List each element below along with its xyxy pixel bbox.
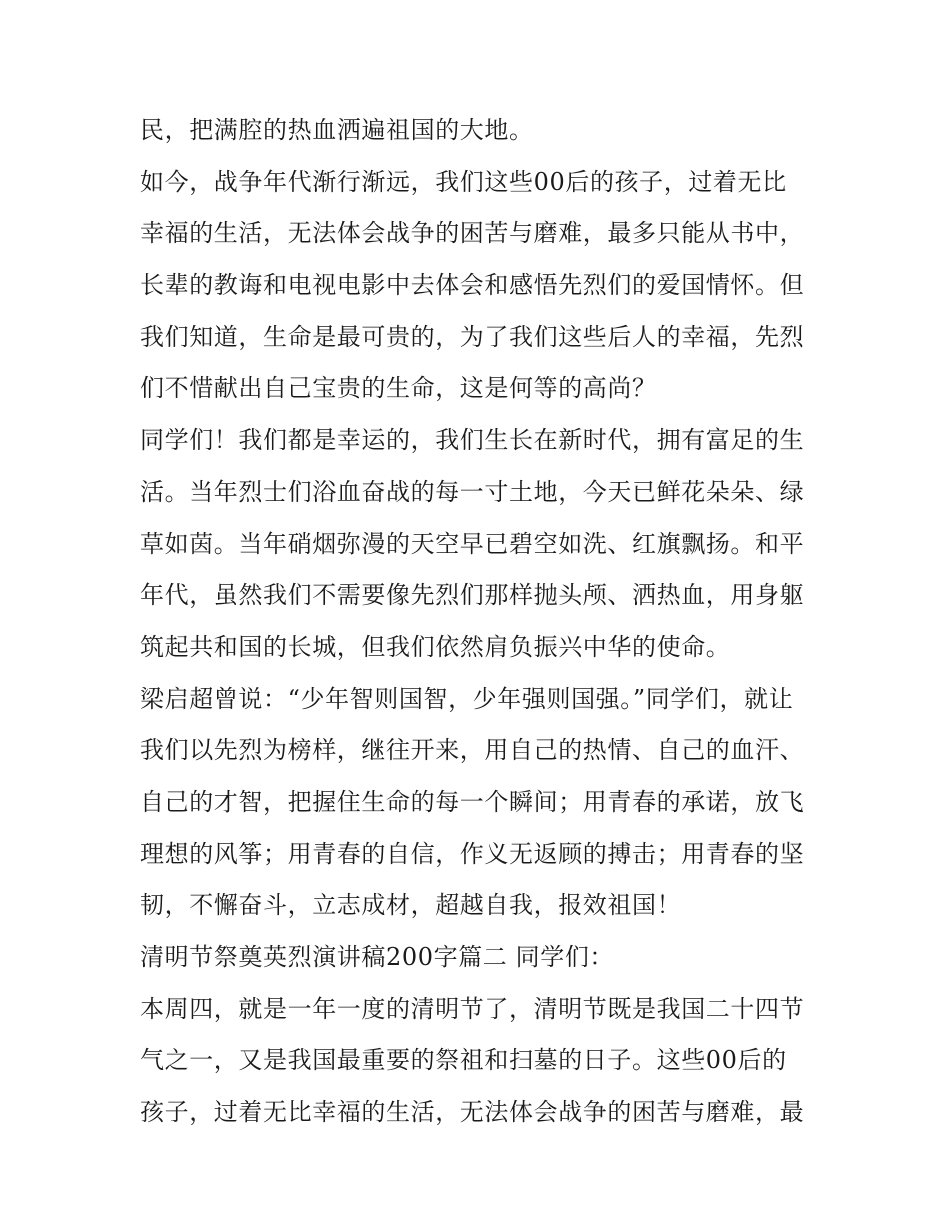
document-body — [140, 105, 820, 1139]
text-line: 年代，虽然我们不需要像先烈们那样抛头颅、洒热血，用身躯 — [140, 581, 805, 610]
text-line: 本周四，就是一年一度的清明节了，清明节既是我国二十四节 — [140, 994, 805, 1023]
text-line: 幸福的生活，无法体会战争的困苦与磨难，最多只能从书中， — [140, 219, 805, 248]
text-line: 们不惜献出自己宝贵的生命，这是何等的高尚？ — [140, 374, 657, 403]
text-line: 自己的才智，把握住生命的每一个瞬间；用青春的承诺，放飞 — [140, 787, 805, 816]
text-line: 筑起共和国的长城，但我们依然肩负振兴中华的使命。 — [140, 632, 731, 661]
text-line: 如今，战争年代渐行渐远，我们这些00后的孩子，过着无比 — [140, 167, 787, 196]
text-line: 活。当年烈士们浴血奋战的每一寸土地，今天已鲜花朵朵、绿 — [140, 477, 805, 506]
text-line: 孩子，过着无比幸福的生活，无法体会战争的困苦与磨难，最 — [140, 1098, 805, 1127]
text-line: 长辈的教诲和电视电影中去体会和感悟先烈们的爱国情怀。但 — [140, 271, 805, 300]
text-line: 同学们！我们都是幸运的，我们生长在新时代，拥有富足的生 — [140, 426, 805, 455]
text-line: 韧，不懈奋斗，立志成材，超越自我，报效祖国！ — [140, 891, 682, 920]
text-line: 我们知道，生命是最可贵的，为了我们这些后人的幸福，先烈 — [140, 322, 805, 351]
text-line: 民，把满腔的热血洒遍祖国的大地。 — [140, 116, 534, 144]
text-line: 草如茵。当年硝烟弥漫的天空早已碧空如洗、红旗飘扬。和平 — [140, 529, 805, 558]
text-line: 理想的风筝；用青春的自信，作义无返顾的搏击；用青春的坚 — [140, 839, 805, 868]
section-heading-line: 清明节祭奠英烈演讲稿200字篇二 同学们： — [140, 943, 615, 971]
text-line: 我们以先烈为榜样，继往开来，用自己的热情、自己的血汗、 — [140, 736, 805, 765]
text-line: 梁启超曾说：“少年智则国智，少年强则国强。”同学们，就让 — [140, 684, 794, 713]
text-line: 气之一，又是我国最重要的祭祖和扫墓的日子。这些00后的 — [140, 1046, 787, 1075]
